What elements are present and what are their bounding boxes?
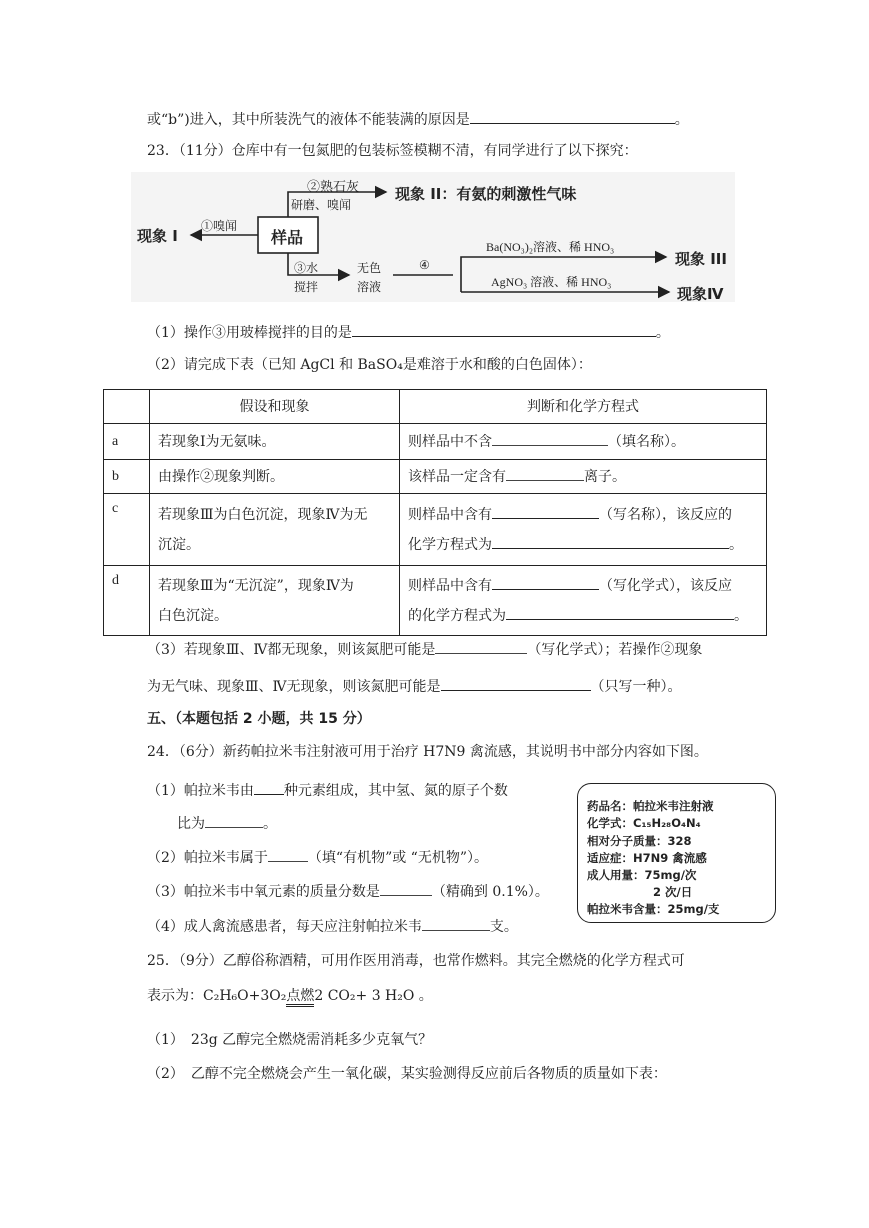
q24-2 (147, 846, 488, 868)
op3b-label: 搅拌 (294, 280, 319, 294)
sub-q1-text: （1）操作③用玻棒搅拌的目的是 (147, 325, 352, 341)
sub-q1 (147, 320, 670, 343)
sub-q3 (147, 638, 702, 660)
op2b-label: 研磨、嗅闻 (291, 198, 352, 212)
q24-text: （2）帕拉米韦属于 (147, 850, 268, 866)
judgment-text: 的化学方程式为 (408, 607, 506, 624)
drug-dosage: 成人用量：75mg/次 (587, 868, 697, 882)
table-row (104, 460, 767, 494)
hypothesis-cell: 由操作②现象判断。 (150, 460, 400, 494)
q24-3 (147, 880, 549, 902)
equation-condition: 点燃 (286, 988, 314, 1007)
q24-text: 比为 (177, 816, 205, 832)
q22-end: 。 (674, 112, 689, 128)
answer-blank[interactable] (352, 320, 656, 337)
sub-q3-cont (147, 674, 682, 697)
q25-1: （1） 23g 乙醇完全燃烧需消耗多少克氧气？ (147, 1032, 433, 1048)
q24-text: （填“有机物”或 “无机物”）。 (307, 850, 489, 866)
answer-blank[interactable] (435, 638, 527, 654)
answer-blank[interactable] (441, 674, 591, 691)
equation-reactants: 表示为：C₂H₆O+3O₂ (147, 988, 287, 1004)
judgment-text: （写名称），该反应的 (599, 506, 732, 523)
drug-mass: 相对分子质量：328 (587, 834, 692, 848)
hypothesis-table (103, 389, 767, 636)
hypothesis-cell (150, 566, 400, 636)
q24-text: （精确到 0.1%）。 (431, 884, 549, 900)
hypothesis-cell (150, 494, 400, 566)
table-row (104, 424, 767, 460)
op1-label: ①嗅闻 (201, 219, 238, 233)
phenomenon-2: 现象 II：有氨的刺激性气味 (395, 185, 577, 203)
q24-1 (147, 778, 508, 801)
hypothesis-line: 沉淀。 (158, 536, 200, 553)
sub-q3-text: （3）若现象Ⅲ、Ⅳ都无现象，则该氮肥可能是 (147, 642, 436, 658)
judgment-text: 化学方程式为 (408, 536, 492, 553)
drug-formula: 化学式：C₁₅H₂₈O₄N₄ (587, 816, 701, 830)
q24-text: （4）成人禽流感患者，每天应注射帕拉米韦 (147, 919, 422, 935)
table-header-cell (104, 390, 150, 424)
q25-equation (147, 986, 433, 1007)
op4-label: ④ (419, 258, 430, 272)
q24-title: 24．（6分）新药帕拉米韦注射液可用于治疗 H7N9 禽流感，其说明书中部分内容如下图。 (147, 744, 708, 760)
reagent-1: Ba(NO₃)₂溶液、稀 HNO₃ (486, 240, 615, 254)
q24-4 (147, 915, 518, 937)
answer-blank[interactable] (492, 532, 729, 549)
q24-1-cont (177, 812, 277, 834)
q24-text: （3）帕拉米韦中氧元素的质量分数是 (147, 884, 380, 900)
judgment-cell (400, 424, 767, 460)
judgment-text: 离子。 (584, 468, 626, 485)
row-id: c (104, 494, 150, 566)
equation-products: 2 CO₂+ 3 H₂O 。 (314, 988, 433, 1004)
phenomenon-1: 现象 I (137, 227, 178, 245)
answer-blank[interactable] (470, 107, 675, 124)
answer-blank[interactable] (268, 846, 308, 862)
q24-text: 支。 (489, 919, 518, 935)
judgment-text: 则样品中不含 (408, 433, 492, 450)
judgment-cell (400, 566, 767, 636)
table-header-cell: 假设和现象 (150, 390, 400, 424)
solution-label-2: 溶液 (357, 280, 382, 294)
phenomenon-4: 现象Ⅳ (677, 285, 724, 303)
q25-2: （2） 乙醇不完全燃烧会产生一氧化碳，某实验测得反应前后各物质的质量如下表： (147, 1066, 667, 1082)
drug-indication: 适应症：H7N9 禽流感 (587, 851, 707, 865)
q24-text: 。 (263, 816, 277, 832)
judgment-text: 该样品一定含有 (408, 468, 506, 485)
op3-label: ③水 (294, 261, 319, 275)
q22-tail (147, 107, 689, 130)
sub-q3-text: （只写一种）。 (590, 679, 682, 695)
sample-label: 样品 (271, 228, 304, 247)
op2-label: ②熟石灰 (307, 180, 360, 195)
drug-content: 帕拉米韦含量：25mg/支 (587, 902, 720, 916)
q24-text: （1）帕拉米韦由 (147, 783, 254, 799)
judgment-text: 则样品中含有 (408, 577, 492, 594)
table-row (104, 494, 767, 566)
hypothesis-line: 白色沉淀。 (158, 607, 228, 624)
hypothesis-cell: 若现象Ⅰ为无氨味。 (150, 424, 400, 460)
judgment-text: 则样品中含有 (408, 506, 492, 523)
q22-text: 或“b”)进入，其中所装洗气的液体不能装满的原因是 (147, 112, 470, 128)
sub-q2: （2）请完成下表（已知 AgCl 和 BaSO₄是难溶于水和酸的白色固体）： (147, 357, 592, 373)
phenomenon-3: 现象 III (675, 250, 727, 268)
hypothesis-line: 若现象Ⅲ为“无沉淀”，现象Ⅳ为 (158, 577, 354, 594)
solution-label: 无色 (357, 261, 382, 275)
judgment-cell (400, 494, 767, 566)
answer-blank[interactable] (492, 430, 608, 446)
answer-blank[interactable] (380, 880, 432, 896)
sub-q1-end: 。 (655, 325, 670, 341)
sub-q3-text: （写化学式）；若操作②现象 (527, 642, 703, 658)
q25-title: 25．（9分）乙醇俗称酒精，可用作医用消毒，也常作燃料。其完全燃烧的化学方程式可 (147, 953, 685, 969)
row-id: b (104, 460, 150, 494)
judgment-text: 。 (729, 536, 743, 553)
q23-title: 23．（11分）仓库中有一包氮肥的包装标签模糊不清，有同学进行了以下探究： (147, 143, 638, 159)
drug-label-box (577, 783, 776, 923)
answer-blank[interactable] (422, 915, 490, 931)
q24-text: 种元素组成，其中氢、氮的原子个数 (283, 783, 508, 799)
experiment-diagram (131, 172, 735, 302)
table-header-row (104, 390, 767, 424)
table-row (104, 566, 767, 636)
answer-blank[interactable] (492, 573, 599, 590)
section-5-heading: 五、（本题包括 2 小题，共 15 分） (147, 711, 371, 727)
judgment-text: （写化学式），该反应 (599, 577, 732, 594)
answer-blank[interactable] (492, 502, 599, 519)
hypothesis-line: 若现象Ⅲ为白色沉淀，现象Ⅳ为无 (158, 506, 368, 523)
answer-blank[interactable] (506, 465, 584, 481)
reagent-2: AgNO₃ 溶液、稀 HNO₃ (491, 275, 612, 289)
judgment-text: （填名称）。 (608, 433, 685, 450)
judgment-cell (400, 460, 767, 494)
answer-blank[interactable] (506, 603, 734, 620)
table-header-cell: 判断和化学方程式 (400, 390, 767, 424)
drug-frequency: 2 次/日 (653, 885, 693, 899)
row-id: d (104, 566, 150, 636)
answer-blank[interactable] (205, 812, 263, 828)
drug-name: 药品名：帕拉米韦注射液 (587, 799, 714, 813)
judgment-text: 。 (734, 607, 748, 624)
row-id: a (104, 424, 150, 460)
sub-q3-text: 为无气味、现象Ⅲ、Ⅳ无现象，则该氮肥可能是 (147, 679, 441, 695)
answer-blank[interactable] (254, 778, 284, 795)
